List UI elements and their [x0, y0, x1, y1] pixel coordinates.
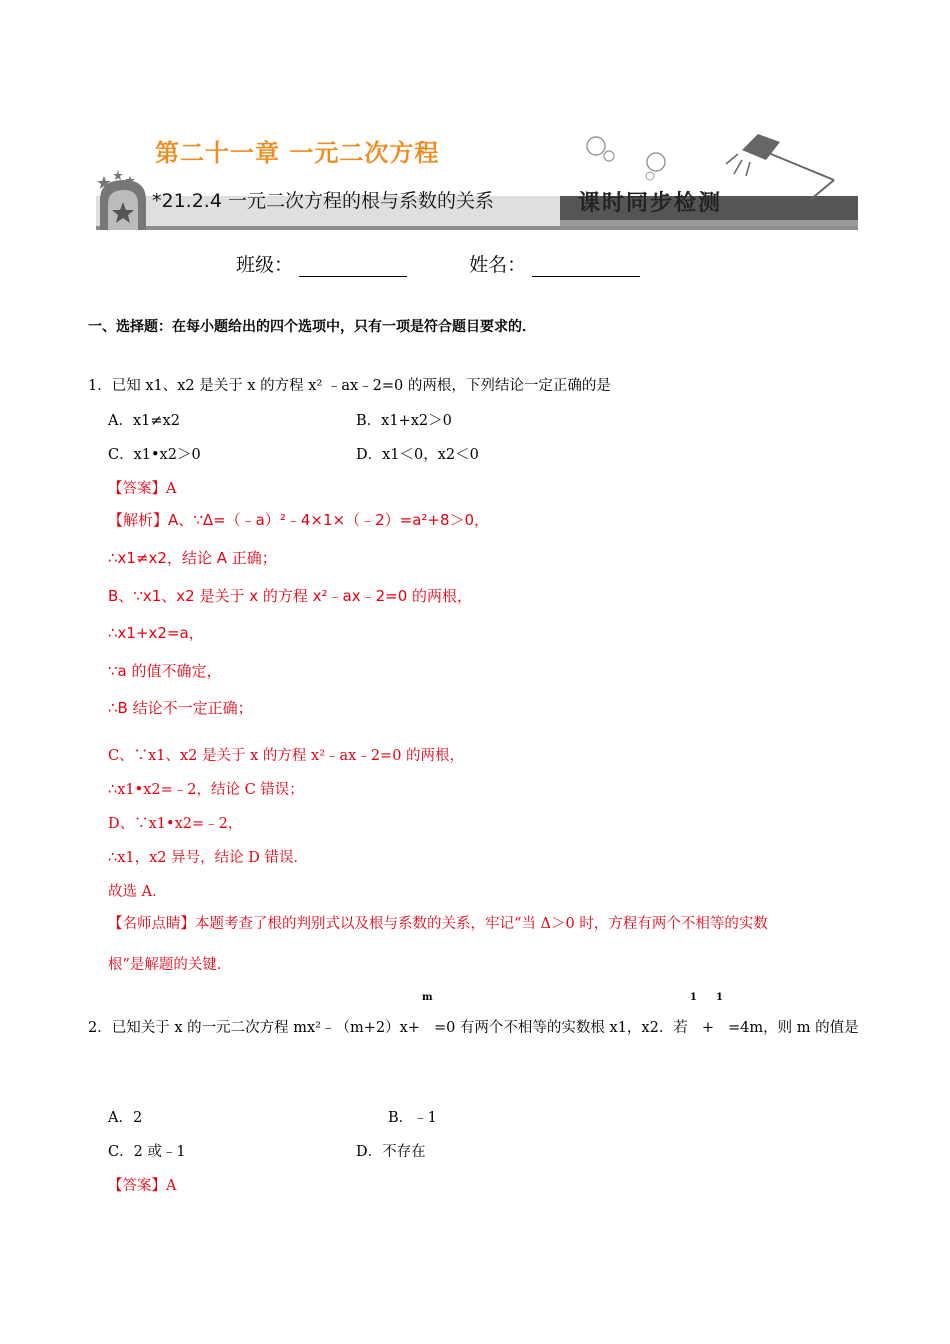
analysis-line: A、∵Δ=（﹣a）²﹣4×1×（﹣2）=a²+8＞0，: [168, 511, 490, 529]
q2-option-d: D．不存在: [356, 1144, 426, 1160]
q2-text-a: 已知关于 x 的一元二次方程 mx²﹣（m+2）x+: [111, 1020, 420, 1036]
q1-number: 1．: [88, 378, 112, 394]
q1-analysis-4: ∵a 的值不确定，: [108, 662, 222, 680]
q1-analysis-7: ∴x1•x2=﹣2，结论 C 错误；: [108, 782, 304, 798]
q2-option-a: A．2: [108, 1110, 143, 1126]
q2-frac-1x2: [714, 992, 728, 1032]
section-heading: 一、选择题：在每小题给出的四个选项中，只有一项是符合题目要求的．: [88, 319, 536, 335]
name-blank[interactable]: [532, 256, 640, 277]
q1-option-d: D．x1＜0，x2＜0: [356, 447, 479, 463]
q2-option-c: C．2 或﹣1: [108, 1144, 186, 1160]
q2-number: 2．: [88, 1020, 112, 1036]
class-blank[interactable]: [299, 256, 407, 277]
answer-value: A: [166, 1178, 177, 1194]
q1-answer: [108, 477, 176, 498]
chapter-title: 第二十一章 一元二次方程: [155, 139, 440, 167]
q1-analysis-10: 故选 A．: [108, 884, 167, 900]
q1-analysis-8: D、∵x1•x2=﹣2，: [108, 816, 243, 832]
student-fields: [236, 250, 640, 277]
section-title: *21.2.4 一元二次方程的根与系数的关系: [152, 190, 494, 212]
q2-answer: [108, 1174, 176, 1195]
badge-label: 课时同步检测: [578, 190, 723, 216]
q1-analysis-0: [108, 509, 489, 530]
q1-analysis-3: ∴x1+x2=a，: [108, 624, 204, 642]
q1-option-c: C．x1•x2＞0: [108, 447, 201, 463]
q1-text: 已知 x1、x2 是关于 x 的方程 x² ﹣ax﹣2=0 的两根，下列结论一定正确的是: [111, 378, 611, 394]
tip-text: 本题考查了根的判别式以及根与系数的关系，牢记“当 Δ＞0 时，方程有两个不相等的实数: [195, 916, 768, 932]
q1-analysis-1: ∴x1≠x2，结论 A 正确；: [108, 549, 277, 567]
class-label: 班级：: [236, 254, 294, 276]
answer-tag: 【答案】: [108, 1178, 166, 1194]
q1-analysis-9: ∴x1，x2 异号，结论 D 错误．: [108, 850, 308, 866]
analysis-tag: 【解析】: [108, 511, 169, 529]
q1-option-b: B．x1+x2＞0: [356, 413, 452, 429]
q1-analysis-5: ∴B 结论不一定正确；: [108, 699, 253, 717]
answer-value: A: [166, 481, 177, 497]
frac-numerator: 1: [716, 992, 723, 1003]
q1-tip: [108, 912, 768, 933]
q2-frac-m4: [420, 992, 434, 1032]
q2-option-b: B．﹣1: [388, 1110, 437, 1126]
q2-stem: 2．已知关于 x 的一元二次方程 mx²﹣（m+2）x+ m =0 有两个不相等的实数根 x1，x2．若 1 + 1 =4m，则 m 的值是: [88, 992, 859, 1036]
q1-analysis-2: B、∵x1、x2 是关于 x 的方程 x²﹣ax﹣2=0 的两根，: [108, 587, 473, 605]
frac-numerator: m: [421, 992, 433, 1003]
q2-frac-1x1: [688, 992, 702, 1032]
frac-numerator: 1: [689, 992, 697, 1003]
name-label: 姓名：: [469, 254, 527, 276]
q1-option-a: A．x1≠x2: [108, 413, 180, 429]
q2-text-b: =0 有两个不相等的实数根 x1，x2．若: [433, 1020, 688, 1036]
q2-text-c: =4m，则 m 的值是: [728, 1020, 859, 1036]
tip-tag: 【名师点睛】: [108, 916, 195, 932]
answer-tag: 【答案】: [108, 481, 166, 497]
q1-tip-cont: 根”是解题的关键．: [108, 957, 232, 973]
q1-stem: [88, 374, 611, 395]
q1-analysis-6: C、∵x1、x2 是关于 x 的方程 x²﹣ax﹣2=0 的两根，: [108, 748, 465, 764]
